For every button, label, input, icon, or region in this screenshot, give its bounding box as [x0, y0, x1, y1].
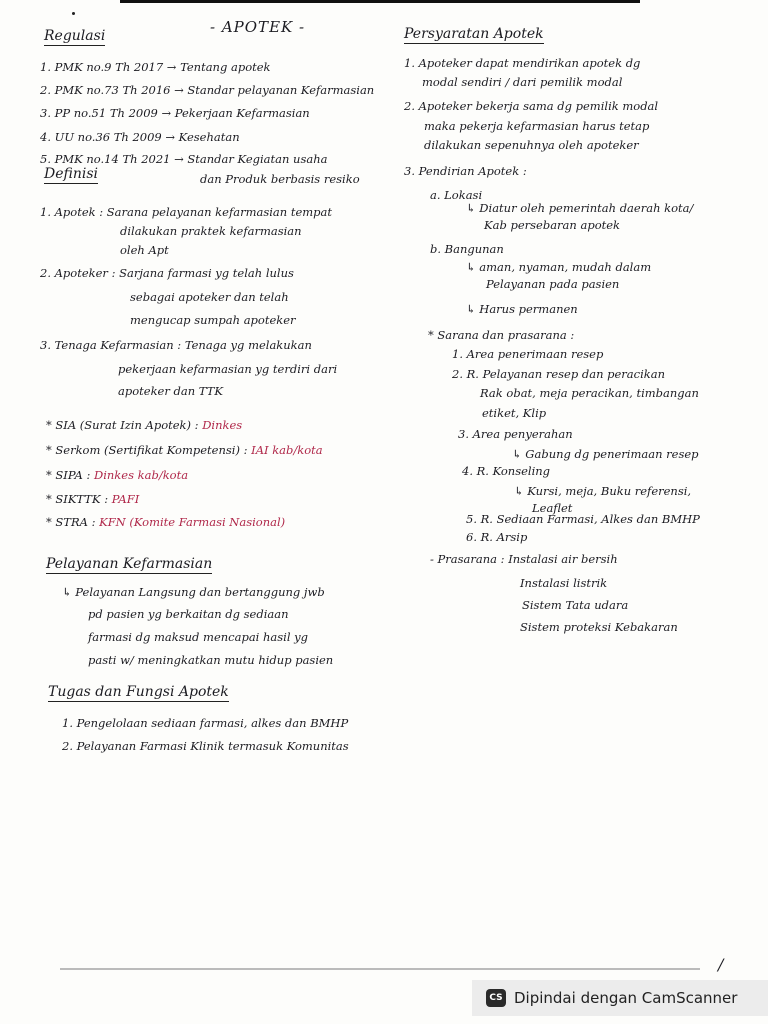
camscanner-label: Dipindai dengan CamScanner [514, 989, 738, 1007]
tugas-heading: Tugas dan Fungsi Apotek [48, 684, 229, 700]
persyaratan-line: a. Lokasi [430, 188, 483, 202]
abbrev-term: * STRA : [46, 515, 96, 529]
persyaratan-line: 1. Apoteker dapat mendirikan apotek dg [404, 56, 641, 70]
pen-mark: / [718, 955, 724, 974]
abbrev-row [46, 443, 323, 457]
persyaratan-line: Kab persebaran apotek [484, 218, 621, 232]
regulasi-item: 4. UU no.36 Th 2009 → Kesehatan [40, 130, 240, 144]
camscanner-logo-icon: CS [486, 989, 506, 1007]
pelayanan-heading: Pelayanan Kefarmasian [46, 556, 213, 572]
abbrev-term: * SIPA : [46, 468, 91, 482]
definisi-line: pekerjaan kefarmasian yg terdiri dari [118, 362, 338, 376]
definisi-line: sebagai apoteker dan telah [130, 290, 289, 304]
abbrev-value: IAI kab/kota [251, 443, 323, 457]
bottom-edge-line [60, 968, 700, 970]
persyaratan-line: 1. Area penerimaan resep [452, 347, 604, 361]
definisi-line: 3. Tenaga Kefarmasian : Tenaga yg melakukan [40, 338, 312, 352]
abbrev-term: * SIA (Surat Izin Apotek) : [46, 418, 199, 432]
regulasi-heading: Regulasi [44, 28, 106, 44]
ink-dot [72, 12, 75, 15]
abbrev-row [46, 515, 285, 529]
regulasi-item: 3. PP no.51 Th 2009 → Pekerjaan Kefarmasian [40, 106, 310, 120]
definisi-line: dilakukan praktek kefarmasian [120, 224, 302, 238]
abbrev-value: KFN (Komite Farmasi Nasional) [99, 515, 286, 529]
persyaratan-line: 4. R. Konseling [462, 464, 551, 478]
persyaratan-line: ↳ Harus permanen [466, 302, 578, 316]
regulasi-item: dan Produk berbasis resiko [200, 172, 360, 186]
persyaratan-line: ↳ Diatur oleh pemerintah daerah kota/ [466, 201, 694, 215]
persyaratan-line: ↳ aman, nyaman, mudah dalam [466, 260, 652, 274]
persyaratan-line: maka pekerja kefarmasian harus tetap [424, 119, 650, 133]
persyaratan-line: 2. R. Pelayanan resep dan peracikan [452, 367, 666, 381]
abbrev-row [46, 418, 242, 432]
regulasi-item: 5. PMK no.14 Th 2021 → Standar Kegiatan usaha [40, 152, 328, 166]
persyaratan-line: 2. Apoteker bekerja sama dg pemilik modal [404, 99, 659, 113]
persyaratan-line: Rak obat, meja peracikan, timbangan [480, 386, 699, 400]
tugas-line: 2. Pelayanan Farmasi Klinik termasuk Komunitas [62, 739, 349, 753]
persyaratan-line: 3. Area penyerahan [458, 427, 573, 441]
persyaratan-line: dilakukan sepenuhnya oleh apoteker [424, 138, 639, 152]
persyaratan-heading: Persyaratan Apotek [404, 26, 544, 42]
definisi-line: 2. Apoteker : Sarjana farmasi yg telah lulus [40, 266, 294, 280]
camscanner-watermark [472, 980, 768, 1016]
persyaratan-line: Instalasi listrik [520, 576, 608, 590]
persyaratan-line: Leaflet [532, 501, 573, 515]
persyaratan-line: * Sarana dan prasarana : [428, 328, 575, 342]
definisi-line: oleh Apt [120, 243, 169, 257]
pelayanan-line: pasti w/ meningkatkan mutu hidup pasien [88, 653, 334, 667]
persyaratan-line: modal sendiri / dari pemilik modal [422, 75, 623, 89]
abbrev-row [46, 468, 188, 482]
persyaratan-line: Sistem Tata udara [522, 598, 629, 612]
pelayanan-line: pd pasien yg berkaitan dg sediaan [88, 607, 289, 621]
persyaratan-line: Pelayanan pada pasien [486, 277, 620, 291]
tugas-line: 1. Pengelolaan sediaan farmasi, alkes dan BMHP [62, 716, 349, 730]
persyaratan-line: etiket, Klip [482, 406, 547, 420]
persyaratan-line: 3. Pendirian Apotek : [404, 164, 527, 178]
regulasi-item: 2. PMK no.73 Th 2016 → Standar pelayanan Kefarmasian [40, 83, 375, 97]
persyaratan-line: b. Bangunan [430, 242, 504, 256]
pelayanan-line: farmasi dg maksud mencapai hasil yg [88, 630, 309, 644]
persyaratan-line: ↳ Kursi, meja, Buku referensi, [514, 484, 692, 498]
persyaratan-line: ↳ Gabung dg penerimaan resep [512, 447, 699, 461]
abbrev-term: * SIKTTK : [46, 492, 109, 506]
abbrev-row [46, 492, 139, 506]
persyaratan-line: 6. R. Arsip [466, 530, 528, 544]
definisi-heading: Definisi [44, 166, 99, 182]
pelayanan-line: ↳ Pelayanan Langsung dan bertanggung jwb [62, 585, 325, 599]
abbrev-value: PAFI [111, 492, 140, 506]
regulasi-item: 1. PMK no.9 Th 2017 → Tentang apotek [40, 60, 271, 74]
definisi-line: apoteker dan TTK [118, 384, 223, 398]
persyaratan-line: Sistem proteksi Kebakaran [520, 620, 678, 634]
definisi-line: 1. Apotek : Sarana pelayanan kefarmasian tempat [40, 205, 332, 219]
page-title: - APOTEK - [210, 18, 306, 36]
abbrev-value: Dinkes kab/kota [94, 468, 189, 482]
persyaratan-line: - Prasarana : Instalasi air bersih [430, 552, 618, 566]
definisi-line: mengucap sumpah apoteker [130, 313, 296, 327]
abbrev-term: * Serkom (Sertifikat Kompetensi) : [46, 443, 248, 457]
abbrev-value: Dinkes [202, 418, 243, 432]
persyaratan-line: 5. R. Sediaan Farmasi, Alkes dan BMHP [466, 512, 700, 526]
top-edge-line [120, 0, 640, 3]
